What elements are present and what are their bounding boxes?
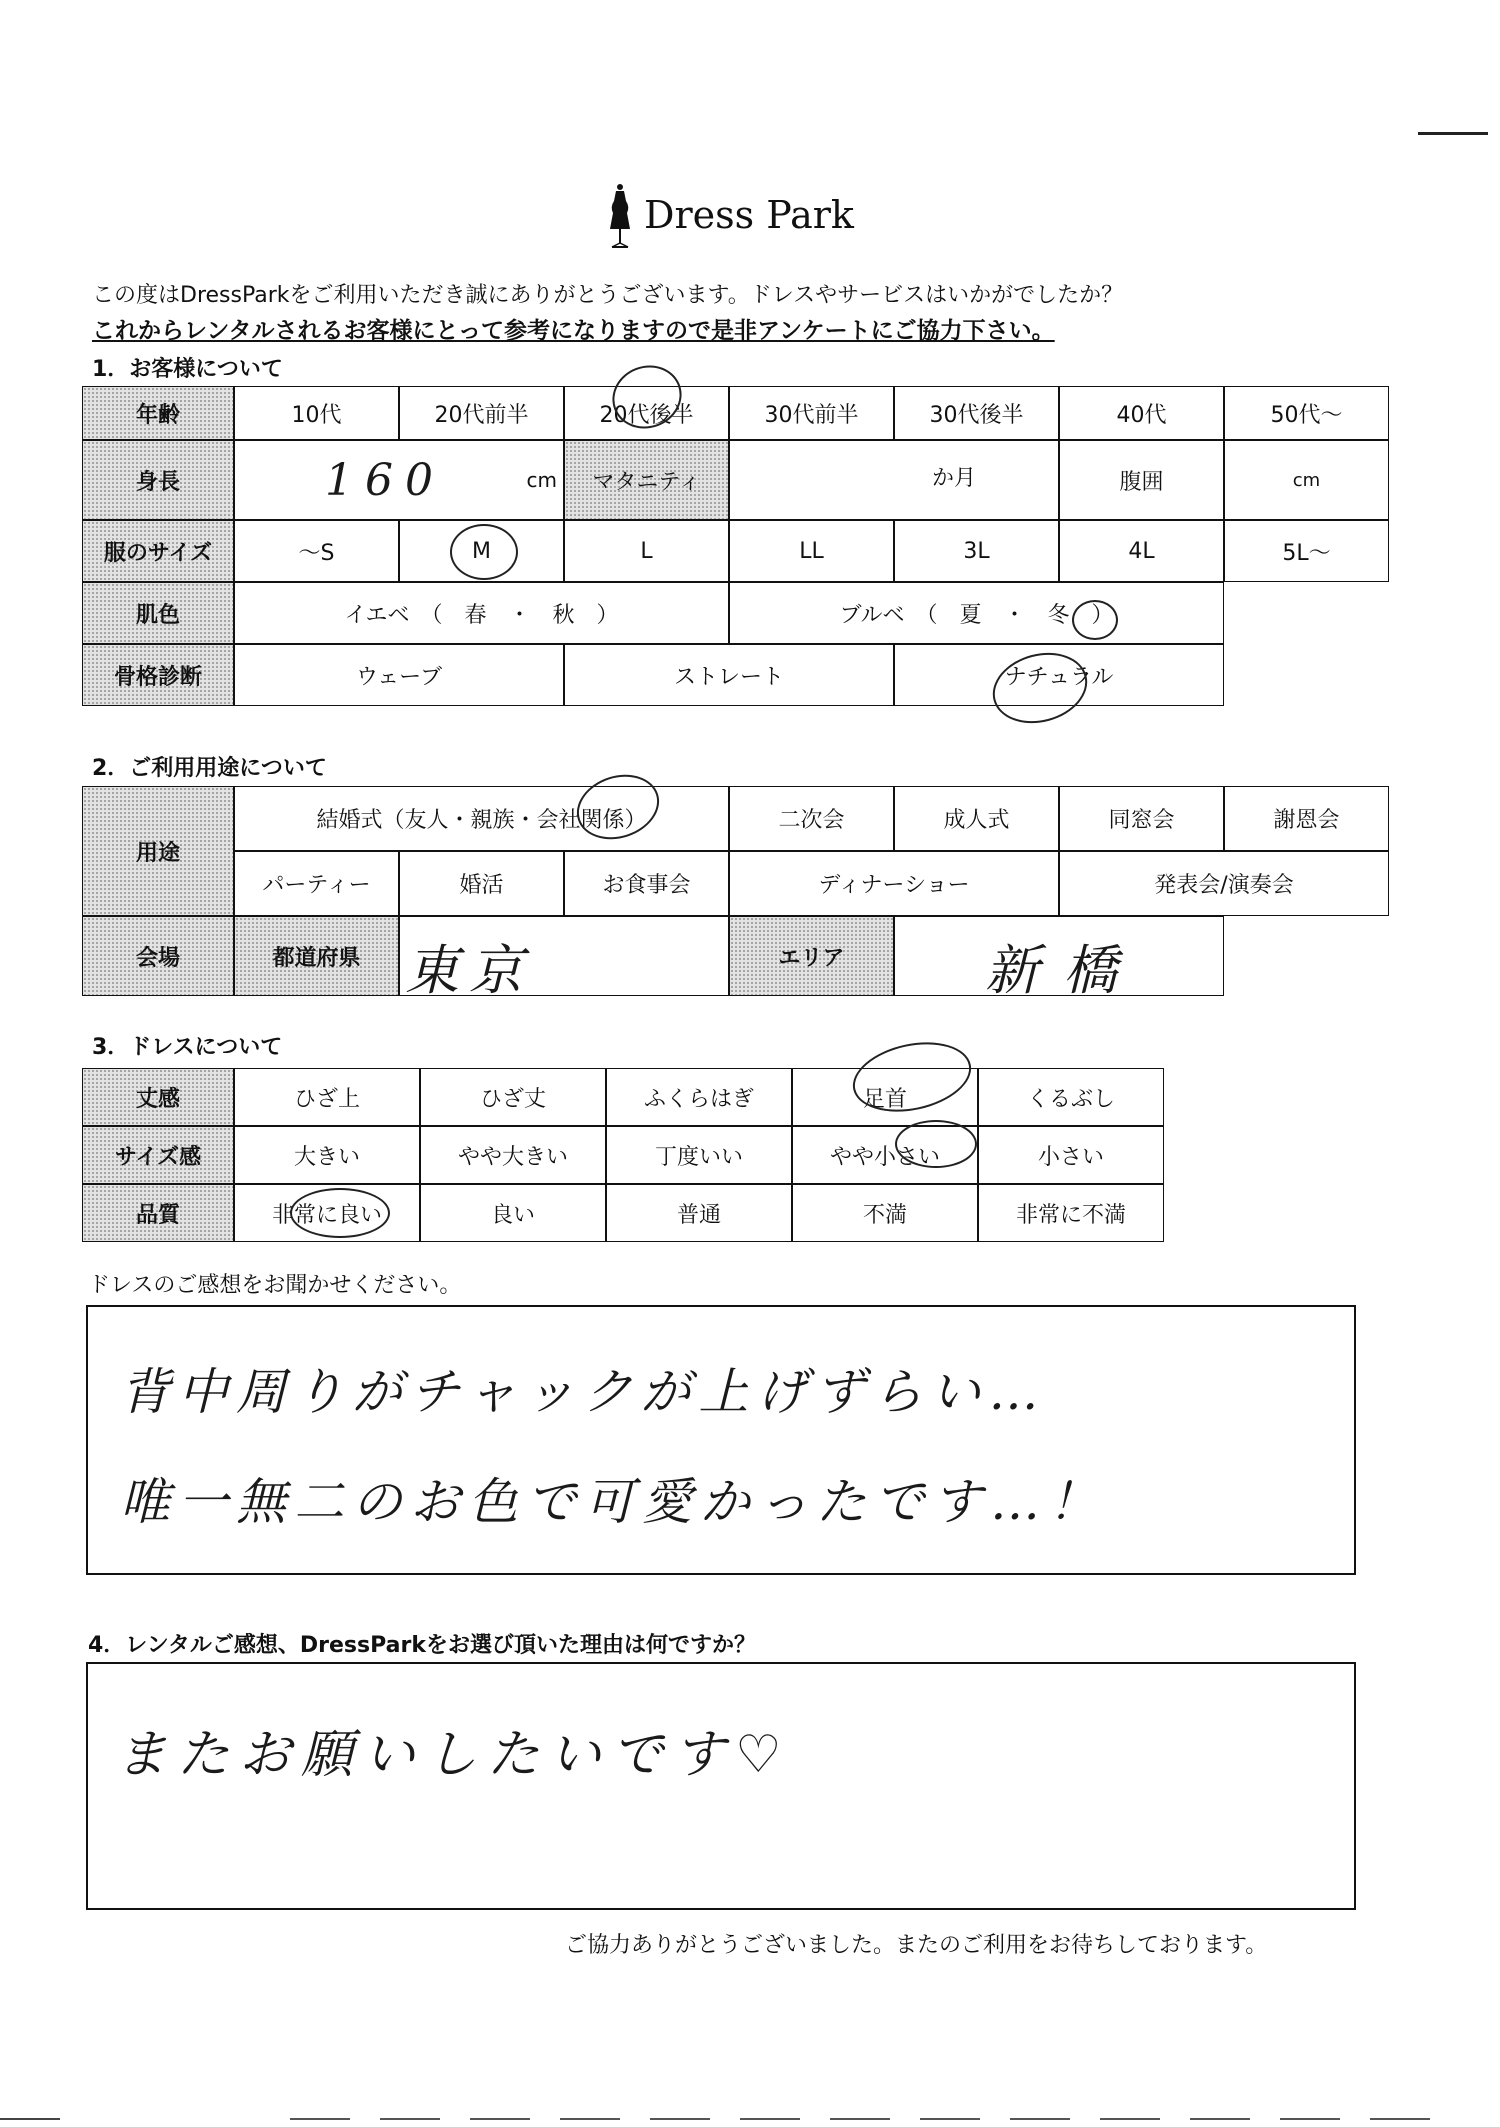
brand-name: Dress Park <box>644 193 854 237</box>
skin-label: 肌色 <box>82 582 234 644</box>
length-option[interactable]: くるぶし <box>978 1068 1164 1126</box>
months-label: か月 <box>931 465 976 491</box>
comment-prompt: ドレスのご感想をお聞かせください。 <box>88 1273 462 1298</box>
purpose-coming-of-age[interactable]: 成人式 <box>894 786 1059 851</box>
purpose-konkatsu[interactable]: 婚活 <box>399 851 564 916</box>
purpose-reunion[interactable]: 同窓会 <box>1059 786 1224 851</box>
length-label: 丈感 <box>82 1068 234 1126</box>
fit-selection-mark <box>895 1120 977 1168</box>
quality-option[interactable]: 非常に不満 <box>978 1184 1164 1242</box>
fit-option[interactable]: やや大きい <box>420 1126 606 1184</box>
purpose-thanks-party[interactable]: 謝恩会 <box>1224 786 1389 851</box>
skin-selection-mark <box>1072 600 1118 640</box>
size-selection-mark <box>450 524 518 580</box>
size-option[interactable]: 3L <box>894 520 1059 582</box>
skin-blue-option[interactable]: ブルベ （ 夏 ・ 冬 ） <box>729 582 1224 644</box>
age-option[interactable]: 30代後半 <box>894 386 1059 440</box>
customer-table <box>82 386 1350 718</box>
footer-thanks: ご協力ありがとうございました。またのご利用をお待ちしております。 <box>565 1933 1268 1958</box>
purpose-dinner[interactable]: お食事会 <box>564 851 729 916</box>
length-option[interactable]: ひざ丈 <box>420 1068 606 1126</box>
size-option[interactable]: 5L～ <box>1224 520 1389 582</box>
quality-label: 品質 <box>82 1184 234 1242</box>
size-label: 服のサイズ <box>82 520 234 582</box>
section4-title: 4．レンタルご感想、DressParkをお選び頂いた理由は何ですか？ <box>88 1633 756 1658</box>
fit-option[interactable]: 丁度いい <box>606 1126 792 1184</box>
length-option[interactable]: 足首 <box>792 1068 978 1126</box>
quality-option[interactable]: 非常に良い <box>234 1184 420 1242</box>
size-option[interactable]: L <box>564 520 729 582</box>
dress-table <box>82 1068 1182 1243</box>
purpose-wedding[interactable]: 結婚式（友人・親族・会社関係） <box>234 786 729 851</box>
age-option[interactable]: 20代前半 <box>399 386 564 440</box>
waist-label: 腹囲 <box>1059 440 1224 520</box>
intro-text: この度はDressParkをご利用いただき誠にありがとうございます。ドレスやサービスはいかがでしたか？ <box>92 283 1124 308</box>
fit-option[interactable]: 小さい <box>978 1126 1164 1184</box>
age-option[interactable]: 30代前半 <box>729 386 894 440</box>
purpose-label: 用途 <box>82 786 234 916</box>
venue-label: 会場 <box>82 916 234 996</box>
maternity-months[interactable] <box>729 440 1059 520</box>
rental-comment-text: またお願いしたいです♡ <box>115 1725 792 1785</box>
section1-title: 1．お客様について <box>92 357 283 382</box>
fit-label: サイズ感 <box>82 1126 234 1184</box>
quality-selection-mark <box>290 1188 390 1238</box>
size-option[interactable]: M <box>399 520 564 582</box>
section3-title: 3．ドレスについて <box>92 1035 283 1060</box>
prefecture-value: 東京 <box>405 939 533 1002</box>
section2-title: 2．ご利用用途について <box>92 756 327 781</box>
dress-comment-box[interactable] <box>86 1305 1356 1575</box>
length-option[interactable]: ひざ上 <box>234 1068 420 1126</box>
skeleton-option[interactable]: ストレート <box>564 644 894 706</box>
age-option[interactable]: 50代～ <box>1224 386 1389 440</box>
skin-yellow-option[interactable]: イエベ （ 春 ・ 秋 ） <box>234 582 729 644</box>
waist-field[interactable] <box>1224 440 1389 520</box>
prefecture-label: 都道府県 <box>234 916 399 996</box>
quality-option[interactable]: 不満 <box>792 1184 978 1242</box>
age-option[interactable]: 10代 <box>234 386 399 440</box>
scan-mark <box>290 2118 1460 2120</box>
fit-option[interactable]: 大きい <box>234 1126 420 1184</box>
purpose-party[interactable]: パーティー <box>234 851 399 916</box>
size-option[interactable]: ～S <box>234 520 399 582</box>
fit-option[interactable]: やや小さい <box>792 1126 978 1184</box>
intro-request: これからレンタルされるお客様にとって参考になりますので是非アンケートにご協力下さい。 <box>92 318 1055 344</box>
brand-logo <box>600 185 860 255</box>
quality-option[interactable]: 良い <box>420 1184 606 1242</box>
area-value: 新橋 <box>985 939 1141 1002</box>
scan-mark <box>0 2118 60 2120</box>
height-value: 160 <box>325 455 445 506</box>
waist-unit: cm <box>1292 469 1321 491</box>
maternity-label: マタニティ <box>564 440 729 520</box>
purpose-dinner-show[interactable]: ディナーショー <box>729 851 1059 916</box>
skeleton-option[interactable]: ナチュラル <box>894 644 1224 706</box>
area-label: エリア <box>729 916 894 996</box>
dress-form-icon <box>600 183 640 253</box>
purpose-afterparty[interactable]: 二次会 <box>729 786 894 851</box>
age-option[interactable]: 40代 <box>1059 386 1224 440</box>
skeleton-label: 骨格診断 <box>82 644 234 706</box>
purpose-table <box>82 786 1350 996</box>
length-option[interactable]: ふくらはぎ <box>606 1068 792 1126</box>
age-option[interactable]: 20代後半 <box>564 386 729 440</box>
height-unit: cm <box>526 468 557 492</box>
size-option[interactable]: LL <box>729 520 894 582</box>
quality-option[interactable]: 普通 <box>606 1184 792 1242</box>
dress-comment-line2: 唯一無二のお色で可愛かったです…！ <box>120 1473 1106 1531</box>
age-label: 年齢 <box>82 386 234 440</box>
purpose-recital[interactable]: 発表会/演奏会 <box>1059 851 1389 916</box>
skeleton-option[interactable]: ウェーブ <box>234 644 564 706</box>
size-option[interactable]: 4L <box>1059 520 1224 582</box>
scan-mark <box>1418 132 1488 135</box>
height-label: 身長 <box>82 440 234 520</box>
dress-comment-line1: 背中周りがチャックが上げずらい… <box>120 1363 1047 1421</box>
